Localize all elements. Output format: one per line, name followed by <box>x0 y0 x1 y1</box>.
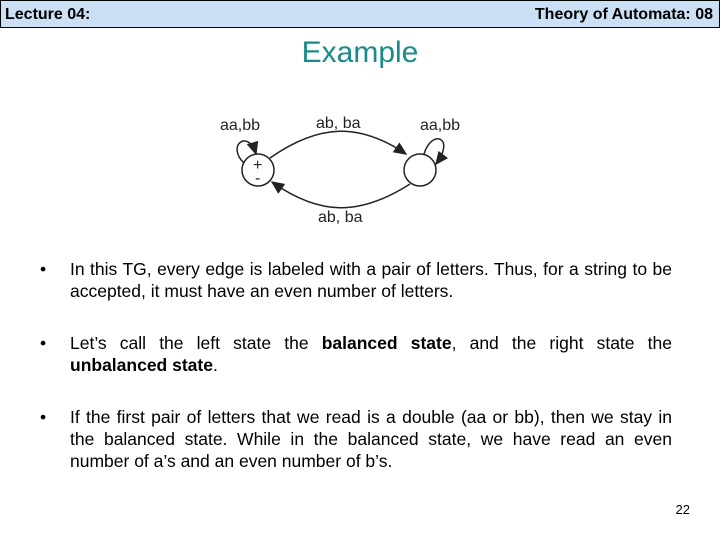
bottom-edge-label: ab, ba <box>318 209 363 226</box>
bullet-text: If the first pair of letters that we read is a double (aa or bb), then we stay in the balanced state. While in the balanced state, we have read an even number of a’s and an even number of b’s. <box>70 407 672 471</box>
term-balanced-state: balanced state <box>321 333 452 353</box>
top-edge <box>270 131 406 158</box>
page-number: 22 <box>675 502 690 517</box>
term-unbalanced-state: unbalanced state <box>70 355 213 375</box>
slide-title: Example <box>301 36 419 69</box>
final-symbol: - <box>255 170 261 187</box>
top-edge-label: ab, ba <box>316 115 361 132</box>
course-label: Theory of Automata: 08 <box>534 6 713 23</box>
lecture-label: Lecture 04: <box>5 6 91 23</box>
bullet-text: In this TG, every edge is labeled with a pair of letters. Thus, for a string to be accepted, it must have an even number of letters. <box>70 259 672 301</box>
transition-graph-diagram <box>210 108 480 232</box>
bullet-marker: • <box>40 259 47 279</box>
start-symbol: + <box>253 157 263 174</box>
slide-header <box>0 0 720 28</box>
bullet-item <box>40 332 672 376</box>
unbalanced-state-node <box>404 154 436 186</box>
bullet-item <box>40 258 672 302</box>
bullet-item <box>40 406 672 472</box>
bullet-text: Let’s call the left state the <box>70 333 322 353</box>
bullet-text: , and the right state the <box>451 333 672 353</box>
bullet-marker: • <box>40 407 47 427</box>
bullet-list <box>40 258 672 502</box>
bottom-edge <box>272 182 410 208</box>
left-loop-label: aa,bb <box>220 117 261 134</box>
bullet-text: . <box>212 355 218 375</box>
right-loop-label: aa,bb <box>420 117 461 134</box>
bullet-marker: • <box>40 333 47 353</box>
